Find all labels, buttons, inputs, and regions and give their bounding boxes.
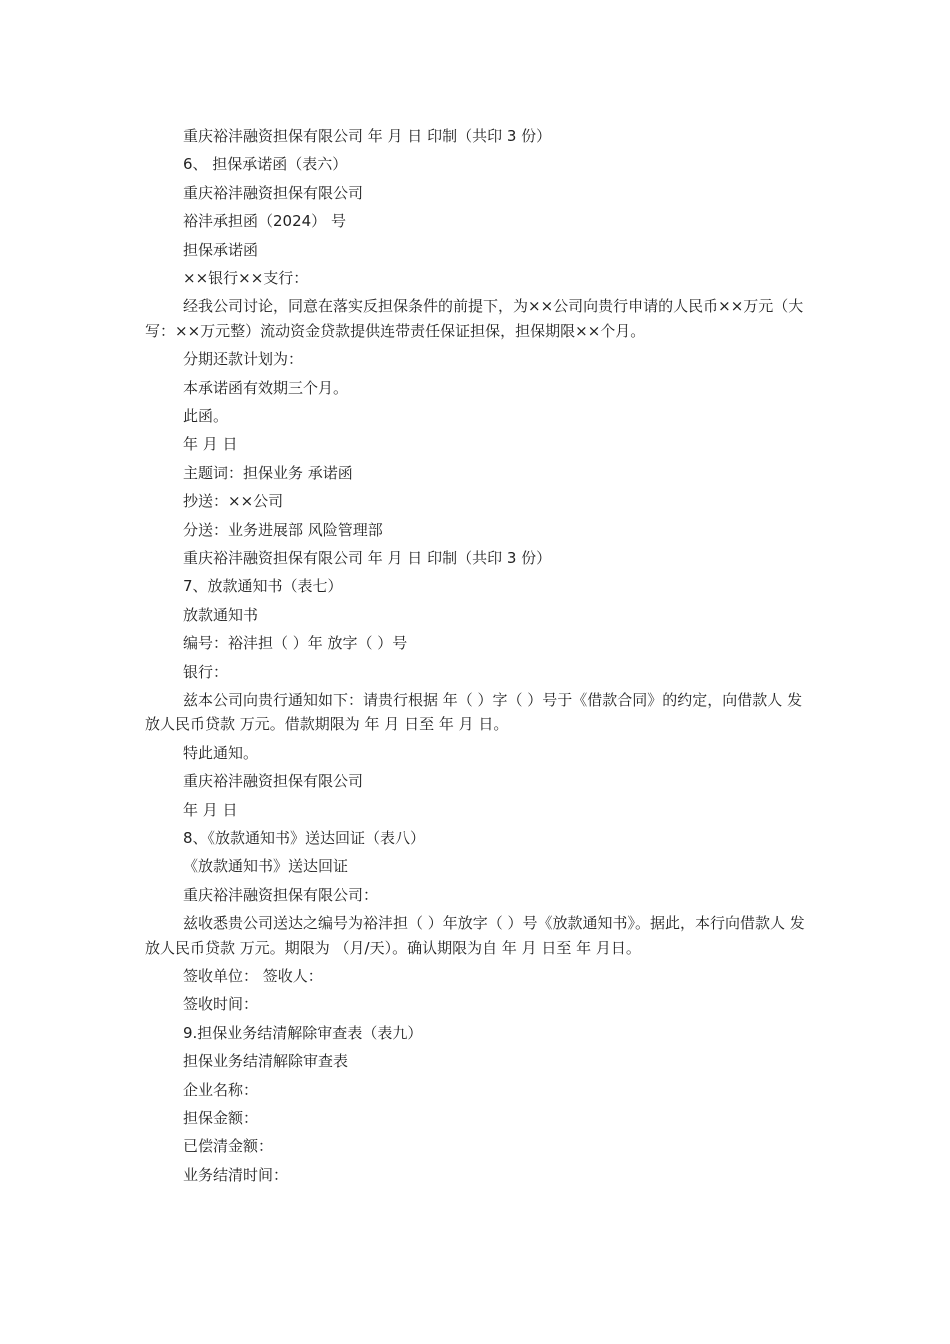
print-note-1: 重庆裕沣融资担保有限公司 年 月 日 印制（共印 3 份）: [183, 127, 552, 145]
print-note-2: 重庆裕沣融资担保有限公司 年 月 日 印制（共印 3 份）: [183, 548, 552, 567]
notice-closing: 特此通知。: [183, 743, 259, 762]
section-heading-6: 6、 担保承诺函（表六）: [183, 155, 348, 174]
subject-keywords: 主题词：担保业务 承诺函: [183, 463, 353, 482]
receipt-body: 兹收悉贵公司送达之编号为裕沣担（ ）年放字（ ）号《放款通知书》。据此，本行向借款人 发放人民币贷款 万元。期限为 （月/天）。确认期限为自 年 月 日至 年 月日。: [145, 914, 805, 957]
validity-note: 本承诺函有效期三个月。: [183, 378, 349, 397]
cc-line: 抄送：××公司: [183, 492, 284, 511]
notice-body: 兹本公司向贵行通知如下：请贵行根据 年（ ）字（ ）号于《借款合同》的约定，向借款人 发放人民币贷款 万元。借款期限为 年 月 日至 年 月 日。: [145, 690, 803, 734]
notice-number: 编号：裕沣担（ ）年 放字（ ）号: [183, 634, 408, 653]
repayment-plan: 分期还款计划为：: [183, 350, 304, 369]
signature-time: 签收时间：: [183, 995, 259, 1014]
closing: 此函。: [183, 407, 229, 426]
recipient-bank: ××银行××支行：: [183, 268, 309, 287]
company-name: 重庆裕沣融资担保有限公司: [183, 183, 364, 202]
letter-number: 裕沣承担函（2024） 号: [183, 212, 346, 231]
notice-title: 放款通知书: [183, 605, 259, 624]
section-heading-9: 9.担保业务结清解除审查表（表九）: [183, 1023, 423, 1042]
notice-company: 重庆裕沣融资担保有限公司: [183, 772, 364, 791]
field-guarantee-amount: 担保金额：: [183, 1109, 259, 1127]
section-heading-8: 8、《放款通知书》送达回证（表八）: [183, 828, 426, 847]
receipt-addressee: 重庆裕沣融资担保有限公司：: [183, 885, 379, 904]
guarantee-body: 经我公司讨论，同意在落实反担保条件的前提下，为××公司向贵行申请的人民币××万元（大写：××万元整）流动资金贷款提供连带责任保证担保，担保期限××个月。: [145, 297, 804, 340]
notice-date: 年 月 日: [183, 800, 238, 819]
bank-line: 银行：: [183, 662, 229, 681]
review-table-title: 担保业务结清解除审查表: [183, 1052, 349, 1071]
distribution-line: 分送：业务进展部 风险管理部: [183, 520, 383, 539]
field-settlement-time: 业务结清时间：: [183, 1165, 289, 1184]
date-line: 年 月 日: [183, 435, 238, 454]
field-repaid-amount: 已偿清金额：: [183, 1137, 274, 1156]
field-company-name: 企业名称：: [183, 1080, 259, 1099]
document-body: [145, 124, 805, 1191]
receipt-title: 《放款通知书》送达回证: [183, 857, 349, 876]
section-heading-7: 7、放款通知书（表七）: [183, 577, 343, 596]
letter-title: 担保承诺函: [183, 240, 259, 259]
signature-line: 签收单位： 签收人：: [183, 967, 323, 986]
